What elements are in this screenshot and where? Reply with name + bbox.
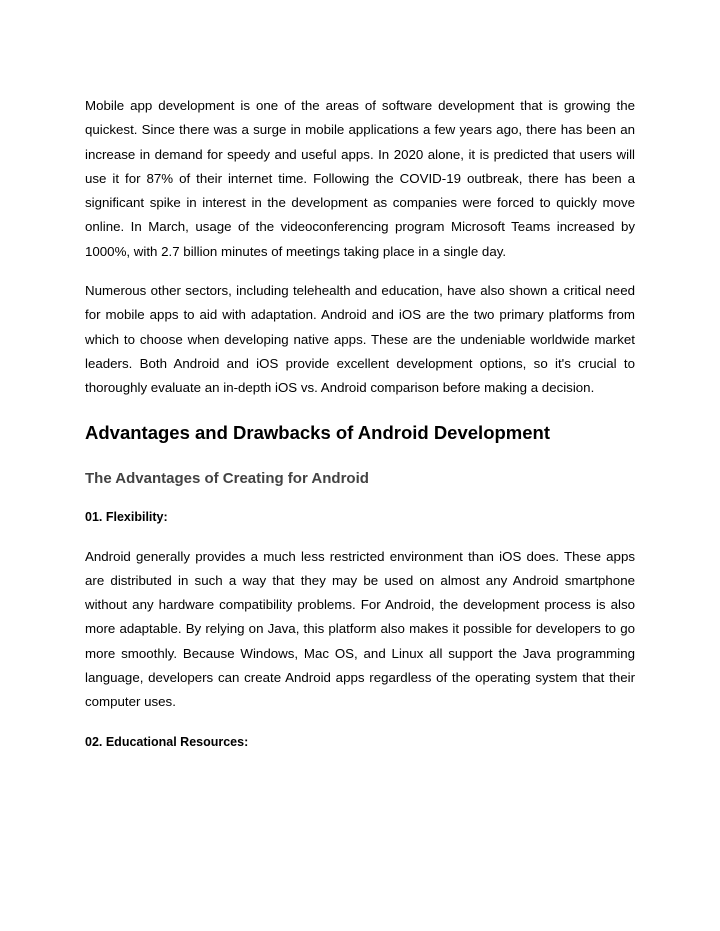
point1-paragraph: Android generally provides a much less restricted environment than iOS does. These apps are distributed in such a way that they may be used on almost any Android smartphone without any hardware compatibility problems. For Android, the development process is also more adaptable. By relying on Java, this platform also makes it possible for developers to go more smoothly. Because Windows, Mac OS, and Linux all support the Java programming language, developers can create Android apps regardless of the operating system that their computer uses. [85,548,635,710]
intro-paragraph: Mobile app development is one of the areas of software development that is growing the quickest. Since there was a surge in mobile applications a few years ago, there has been an increase in demand for speedy and useful apps. In 2020 alone, it is predicted that users will use it for 87% of their internet time. Following the COVID-19 outbreak, there has been a significant spike in interest in the development as companies were forced to quickly move online. In March, usage of the videoconferencing program Microsoft Teams increased by 1000%, with 2.7 billion minutes of meetings taking place in a single day. [85,98,635,259]
document-page [85,94,635,770]
section-heading: Advantages and Drawbacks of Android Development [85,421,550,443]
subsection-heading: The Advantages of Creating for Android [85,469,369,487]
point2-heading: 02. Educational Resources: [85,734,249,749]
second-paragraph: Numerous other sectors, including telehealth and education, have also shown a critical need for mobile apps to aid with adaptation. Android and iOS are the two primary platforms from which to choose when developing native apps. These are the undeniable worldwide market leaders. Both Android and iOS provide excellent development options, so it's crucial to thoroughly evaluate an in-depth iOS vs. Android comparison before making a decision. [85,283,635,396]
point1-heading: 01. Flexibility: [85,509,168,524]
